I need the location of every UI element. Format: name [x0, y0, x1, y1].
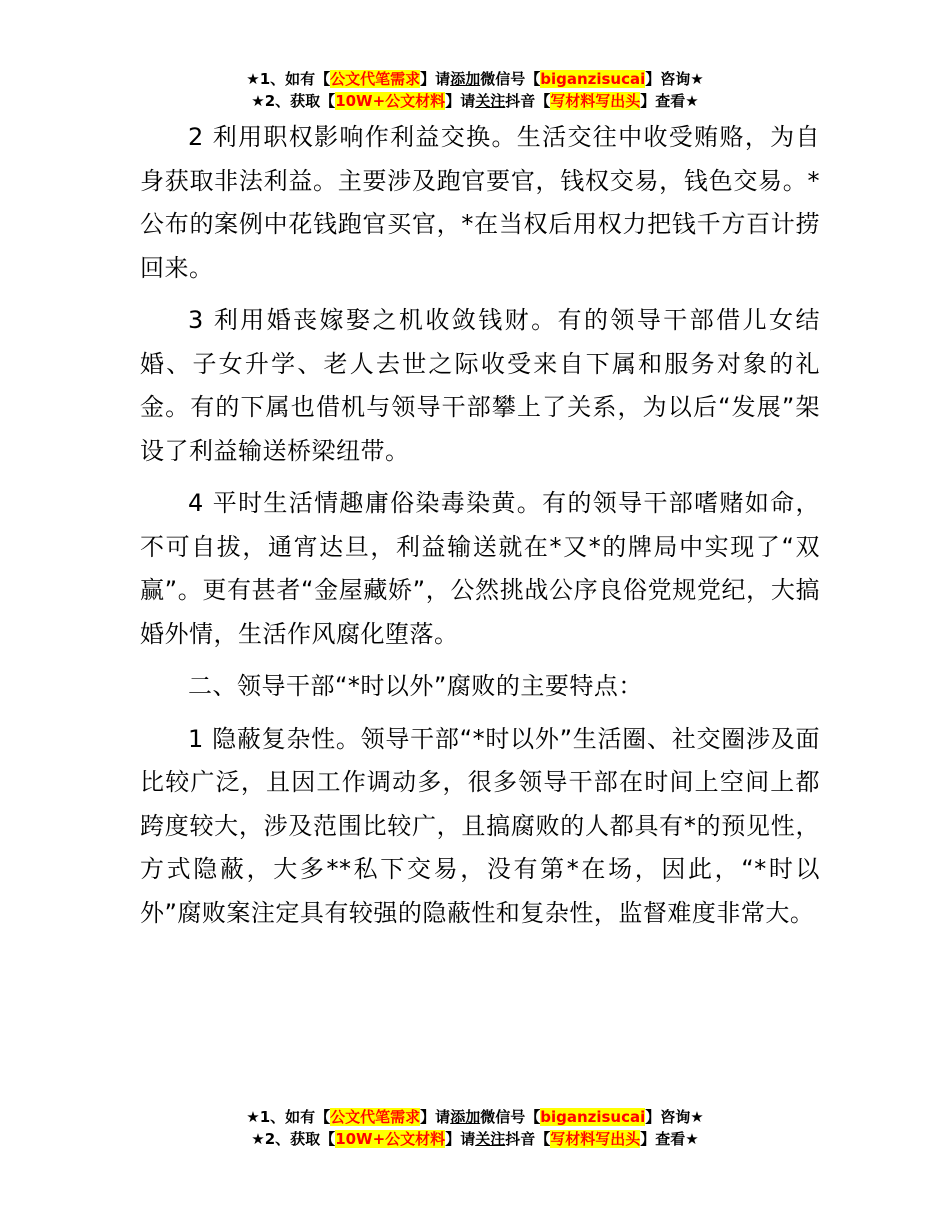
highlight-materials: 10W+公文材料 [335, 1130, 446, 1148]
highlight-materials: 10W+公文材料 [335, 92, 446, 110]
document-body [140, 116, 820, 944]
banner-line-2: ★2、获取【10W+公文材料】请关注抖音【写材料写出头】查看★ [251, 92, 699, 110]
paragraph: 4 平时生活情趣庸俗染毒染黄。有的领导干部嗜赌如命，不可自拔，通宵达旦，利益输送就在*又*的牌局中实现了“双赢”。更有甚者“金屋藏娇”，公然挑战公序良俗党规党纪，大搞婚外情，生活作风腐化堕落。 [140, 489, 820, 648]
header-banner [0, 68, 950, 112]
highlight-douyin-id: 写材料写出头 [550, 92, 641, 110]
highlight-service: 公文代笔需求 [330, 1108, 421, 1126]
highlight-wechat-id: biganzisucai [540, 70, 646, 88]
banner-line-2: ★2、获取【10W+公文材料】请关注抖音【写材料写出头】查看★ [251, 1130, 699, 1148]
section-heading: 二、领导干部“*时以外”腐败的主要特点： [188, 672, 643, 700]
highlight-service: 公文代笔需求 [330, 70, 421, 88]
footer-banner [0, 1106, 950, 1150]
paragraph: 2 利用职权影响作利益交换。生活交往中收受贿赂，为自身获取非法利益。主要涉及跑官要官，钱权交易，钱色交易。*公布的案例中花钱跑官买官，*在当权后用权力把钱千方百计捞回来。 [140, 123, 820, 282]
paragraph: 1 隐蔽复杂性。领导干部“*时以外”生活圈、社交圈涉及面比较广泛，且因工作调动多，很多领导干部在时间上空间上都跨度较大，涉及范围比较广，且搞腐败的人都具有*的预见性，方式隐蔽，大多**私下交易，没有第*在场，因此，“*时以外”腐败案注定具有较强的隐蔽性和复杂性，监督难度非常大。 [140, 724, 820, 927]
paragraph: 3 利用婚丧嫁娶之机收敛钱财。有的领导干部借儿女结婚、子女升学、老人去世之际收受来自下属和服务对象的礼金。有的下属也借机与领导干部攀上了关系，为以后“发展”架设了利益输送桥梁纽带。 [140, 306, 820, 465]
banner-line-1: ★1、如有【公文代笔需求】请添加微信号【biganzisucai】咨询★ [246, 1108, 704, 1126]
highlight-wechat-id: biganzisucai [540, 1108, 646, 1126]
highlight-douyin-id: 写材料写出头 [550, 1130, 641, 1148]
banner-line-1: ★1、如有【公文代笔需求】请添加微信号【biganzisucai】咨询★ [246, 70, 704, 88]
